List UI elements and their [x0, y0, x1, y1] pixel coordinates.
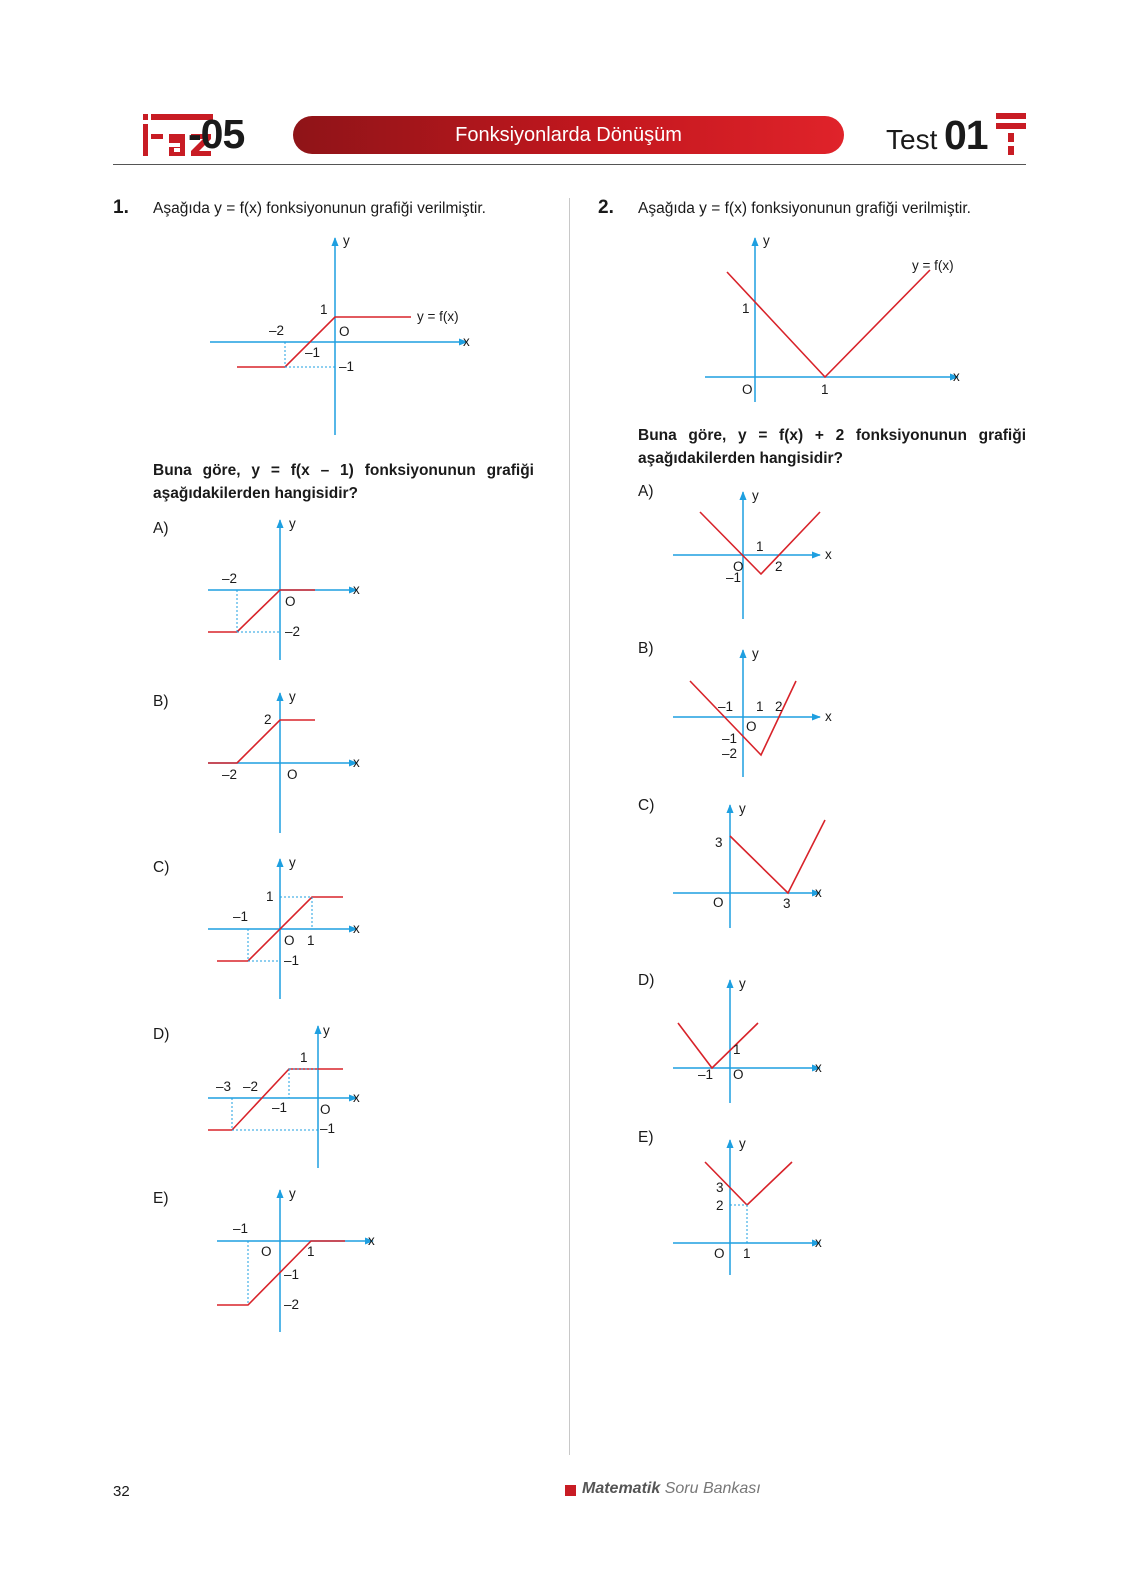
q1-option-b-label: B) — [153, 693, 169, 710]
q2a-y: y — [752, 488, 759, 503]
q2-option-e-label: E) — [638, 1129, 654, 1146]
q2-option-c-graph[interactable] — [670, 800, 840, 935]
q1-option-b-graph[interactable] — [205, 688, 380, 838]
q2d-origin: O — [733, 1067, 744, 1082]
q1a-y: y — [289, 516, 296, 531]
q1-option-e-label: E) — [153, 1190, 169, 1207]
q2d-one: 1 — [733, 1042, 741, 1057]
q1d-m1x: –1 — [272, 1100, 288, 1115]
q1a-origin: O — [285, 594, 296, 609]
q1-origin: O — [339, 324, 350, 339]
q2e-x: x — [815, 1235, 822, 1250]
q2-curve-label: y = f(x) — [912, 258, 954, 273]
q2b-m1y: –1 — [722, 731, 738, 746]
q2-option-e-graph[interactable] — [670, 1135, 840, 1270]
q2e-y: y — [739, 1136, 746, 1151]
q1d-m2: –2 — [243, 1079, 259, 1094]
q1c-onex: 1 — [307, 933, 315, 948]
q1e-m2y: –2 — [284, 1297, 300, 1312]
q1b-two: 2 — [264, 712, 272, 727]
column-divider — [569, 198, 570, 1455]
q1-option-c-graph[interactable] — [205, 854, 380, 1004]
page-title: Fonksiyonlarda Dönüşüm — [455, 124, 682, 146]
q2-option-b-label: B) — [638, 640, 654, 657]
q2a-two: 2 — [775, 559, 783, 574]
q2-origin: O — [742, 382, 753, 397]
q2-option-d-graph[interactable] — [670, 975, 840, 1110]
q2-one-x: 1 — [821, 382, 829, 397]
q1a-x: x — [353, 582, 360, 597]
q2-option-b-graph[interactable] — [670, 645, 840, 780]
q1-option-e-graph[interactable] — [205, 1185, 390, 1335]
q2-y-label: y — [763, 233, 770, 248]
q2b-origin: O — [746, 719, 757, 734]
q1b-y: y — [289, 689, 296, 704]
q1e-y: y — [289, 1186, 296, 1201]
test-mark-icon — [996, 113, 1026, 155]
q1-curve-label: y = f(x) — [417, 309, 459, 324]
q2e-one: 1 — [743, 1246, 751, 1261]
q2e-two: 2 — [716, 1198, 724, 1213]
q2a-m1: –1 — [726, 570, 742, 585]
q2-option-c-label: C) — [638, 797, 655, 814]
q2a-one: 1 — [756, 539, 764, 554]
q2b-two: 2 — [775, 699, 783, 714]
q2-number: 2. — [598, 197, 614, 218]
q1-option-d-graph[interactable] — [205, 1021, 380, 1171]
q1-x-label: x — [463, 334, 470, 349]
q1-option-d-label: D) — [153, 1026, 170, 1043]
title-banner — [293, 116, 844, 154]
q1-option-a-graph[interactable] — [205, 515, 380, 665]
q2-option-a-graph[interactable] — [670, 487, 840, 622]
q1d-origin: O — [320, 1102, 331, 1117]
test-label: Test — [886, 124, 938, 155]
q1e-m1a: –1 — [233, 1221, 249, 1236]
q2b-m1: –1 — [718, 699, 734, 714]
q2c-y: y — [739, 801, 746, 816]
book-title-rest: Soru Bankası — [660, 1480, 761, 1497]
q2b-y: y — [752, 646, 759, 661]
q1c-origin: O — [284, 933, 295, 948]
q1d-x: x — [353, 1090, 360, 1105]
test-number: 01 — [944, 112, 988, 158]
q1-text: Aşağıda y = f(x) fonksiyonunun grafiği verilmiştir. — [153, 200, 486, 217]
q1-m1x: –1 — [305, 345, 321, 360]
q1c-y: y — [289, 855, 296, 870]
q2b-one: 1 — [756, 699, 764, 714]
q1b-m2: –2 — [222, 767, 238, 782]
q1-option-c-label: C) — [153, 859, 170, 876]
q1-option-a-label: A) — [153, 520, 169, 537]
q1c-m1x: –1 — [233, 909, 249, 924]
q1d-y: y — [323, 1023, 330, 1038]
footer-square-icon — [565, 1485, 576, 1496]
q2-option-a-label: A) — [638, 483, 654, 500]
q1b-origin: O — [287, 767, 298, 782]
header-rule — [113, 164, 1026, 165]
q2-x-label: x — [953, 369, 960, 384]
q1d-one: 1 — [300, 1050, 308, 1065]
q2-one-y: 1 — [742, 301, 750, 316]
q1e-m1y: –1 — [284, 1267, 300, 1282]
q2c-three-y: 3 — [715, 835, 723, 850]
q2b-m2y: –2 — [722, 746, 738, 761]
q2-question: Buna göre, y = f(x) + 2 fonksiyonunun grafiği aşağıdakilerden hangisidir? — [638, 427, 1026, 467]
q2c-x: x — [815, 885, 822, 900]
q1-m1y: –1 — [339, 359, 355, 374]
q2d-y: y — [739, 976, 746, 991]
q2e-three: 3 — [716, 1180, 724, 1195]
q1d-m1y: –1 — [320, 1121, 336, 1136]
series-number: -05 — [188, 111, 245, 157]
q1-m2: –2 — [269, 323, 285, 338]
q1-number: 1. — [113, 197, 129, 218]
q1-one: 1 — [320, 302, 328, 317]
q2c-three-x: 3 — [783, 896, 791, 911]
q2-graph — [700, 230, 970, 410]
q1-question: Buna göre, y = f(x – 1) fonksiyonunun grafiği aşağıdakilerden hangisidir? — [153, 462, 534, 502]
q2b-x: x — [825, 709, 832, 724]
q1a-m2x: –2 — [222, 571, 238, 586]
q2a-x: x — [825, 547, 832, 562]
book-title-bold: Matematik — [582, 1480, 661, 1497]
q1-graph — [205, 230, 495, 440]
q2d-m1: –1 — [698, 1067, 714, 1082]
q1e-x: x — [368, 1233, 375, 1248]
q1c-x: x — [353, 921, 360, 936]
q1c-m1y: –1 — [284, 953, 300, 968]
book-title — [582, 1480, 761, 1498]
q1-y-label: y — [343, 233, 350, 248]
q2-text: Aşağıda y = f(x) fonksiyonunun grafiği verilmiştir. — [638, 200, 971, 217]
q1c-one: 1 — [266, 889, 274, 904]
q2e-origin: O — [714, 1246, 725, 1261]
q2d-x: x — [815, 1060, 822, 1075]
page-number: 32 — [113, 1483, 130, 1500]
q2-option-d-label: D) — [638, 972, 655, 989]
q1d-m3: –3 — [216, 1079, 232, 1094]
q1e-one: 1 — [307, 1244, 315, 1259]
q2c-origin: O — [713, 895, 724, 910]
q1a-m2y: –2 — [285, 624, 301, 639]
q1b-x: x — [353, 755, 360, 770]
q1e-origin: O — [261, 1244, 272, 1259]
q2a-origin: O — [733, 559, 744, 574]
